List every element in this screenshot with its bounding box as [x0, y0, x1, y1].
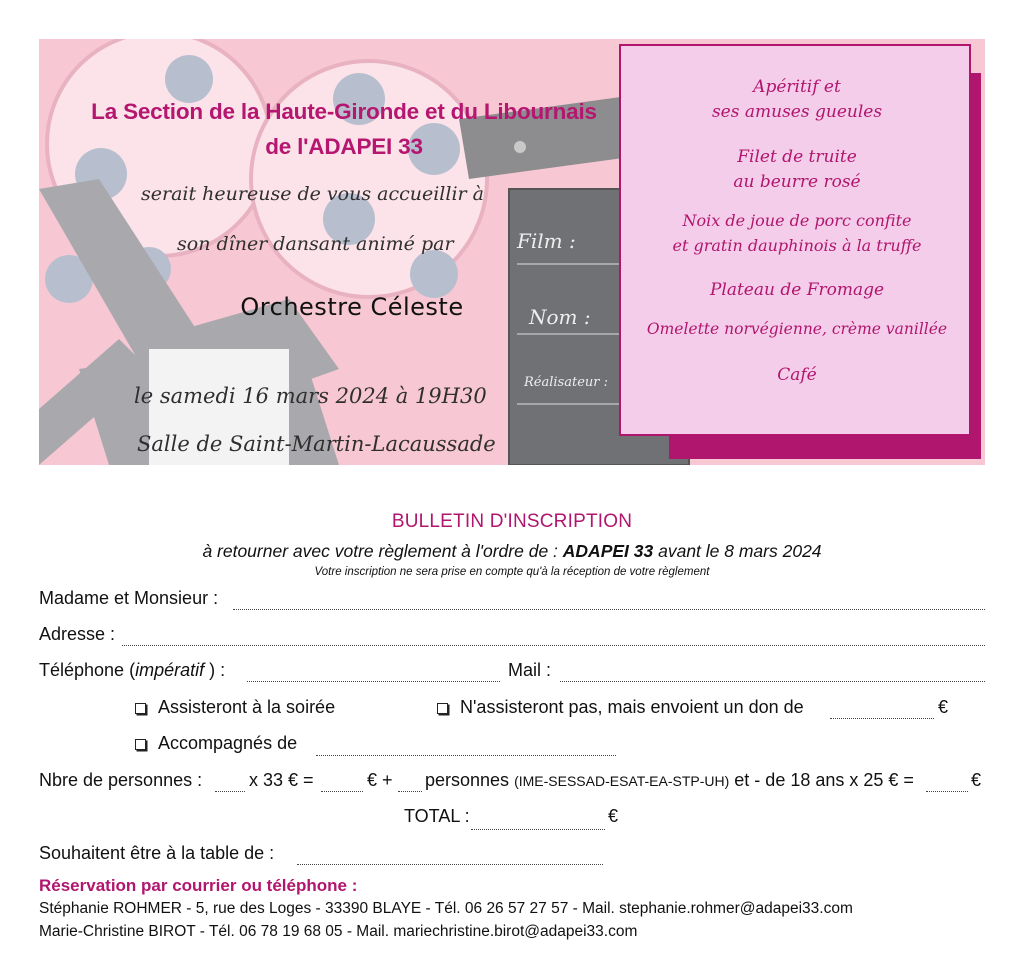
name-field[interactable]	[233, 608, 985, 610]
minor-euro: €	[971, 770, 982, 790]
menu-item-dessert: Omelette norvégienne, crème vanillée	[646, 320, 948, 338]
menu-item-pork-line2: et gratin dauphinois à la truffe	[672, 236, 922, 255]
adult-total-field[interactable]	[321, 790, 363, 792]
not-attend-checkbox[interactable]	[437, 703, 448, 714]
organizer-title-line2: de l'ADAPEI 33	[265, 134, 423, 159]
film-reel-icon	[251, 61, 487, 298]
menu-item-trout-line1: Filet de truite	[737, 147, 857, 167]
table-label: Souhaitent être à la table de :	[39, 843, 275, 863]
persons-word	[425, 770, 914, 791]
structures-label: (IME-SESSAD-ESAT-EA-STP-UH)	[514, 773, 730, 789]
accompanied-label: Accompagnés de	[158, 733, 298, 753]
attend-checkbox[interactable]	[135, 703, 146, 714]
mail-label: Mail :	[508, 660, 552, 680]
form-subtitle-suffix: avant le 8 mars 2024	[658, 541, 822, 561]
form-subtitle-prefix: à retourner avec votre règlement à l'ordre de :	[202, 541, 558, 561]
film-reel-icon	[45, 39, 271, 303]
adult-price-label: x 33 € =	[249, 770, 314, 790]
total-label: TOTAL :	[404, 806, 470, 826]
event-date: le samedi 16 mars 2024 à 19H30	[134, 384, 487, 408]
menu-item-aperitif-line1: Apéritif et	[753, 77, 841, 97]
accompanied-checkbox[interactable]	[135, 739, 146, 750]
phone-field[interactable]	[247, 680, 500, 682]
phone-label-em: impératif	[135, 660, 205, 680]
minor-total-field[interactable]	[926, 790, 968, 792]
menu-item-trout-line2: au beurre rosé	[733, 172, 861, 192]
form-subtitle	[0, 541, 1024, 562]
persons-word-text: personnes	[425, 770, 510, 790]
table-field[interactable]	[297, 863, 603, 865]
clapper-nom-label: Nom :	[529, 305, 591, 329]
total-field[interactable]	[471, 828, 605, 830]
form-note: Votre inscription ne sera prise en compte qu'à la réception de votre règlement	[314, 566, 710, 578]
attend-label: Assisteront à la soirée	[158, 697, 336, 717]
name-label: Madame et Monsieur :	[39, 588, 219, 608]
minor-label: et - de 18 ans x 25 € =	[734, 770, 914, 790]
invite-line2: son dîner dansant animé par	[177, 233, 454, 255]
contact-rohmer: Stéphanie ROHMER - 5, rue des Loges - 33390 BLAYE - Tél. 06 26 57 27 57 - Mail. stephanie.rohmer@adapei33.com	[39, 900, 853, 917]
menu-item-coffee: Café	[777, 365, 817, 385]
event-banner	[39, 39, 985, 465]
address-label: Adresse :	[39, 624, 116, 644]
donation-field[interactable]	[830, 717, 934, 719]
invite-line1: serait heureuse de vous accueillir à	[141, 183, 484, 205]
menu-card	[619, 44, 971, 436]
menu-item-aperitif-line2: ses amuses gueules	[711, 102, 883, 122]
clapper-film-label: Film :	[517, 229, 576, 253]
form-title: BULLETIN D'INSCRIPTION	[391, 511, 633, 532]
total-euro: €	[608, 806, 619, 826]
mail-field[interactable]	[560, 680, 985, 682]
clapper-real-label: Réalisateur :	[524, 375, 608, 390]
persons-label: Nbre de personnes :	[39, 770, 203, 790]
menu-item-cheese: Plateau de Fromage	[709, 280, 885, 300]
menu-item-pork-line1: Noix de joue de porc confite	[682, 211, 912, 230]
form-subtitle-org: ADAPEI 33	[562, 541, 654, 561]
accompanied-field[interactable]	[316, 754, 616, 756]
contact-birot: Marie-Christine BIROT - Tél. 06 78 19 68 05 - Mail. mariechristine.birot@adapei33.com	[39, 923, 638, 940]
donation-euro: €	[938, 697, 949, 717]
adult-count-field[interactable]	[215, 790, 245, 792]
reservation-title: Réservation par courrier ou téléphone :	[39, 876, 358, 895]
plus-label: € +	[367, 770, 393, 790]
disabled-count-field[interactable]	[398, 790, 422, 792]
phone-label-prefix: Téléphone (	[39, 660, 136, 680]
phone-label	[39, 660, 225, 681]
orchestra-name: Orchestre Céleste	[240, 293, 464, 321]
event-venue: Salle de Saint-Martin-Lacaussade	[137, 432, 496, 456]
organizer-title-line1: La Section de la Haute-Gironde et du Libournais	[91, 99, 597, 124]
address-field[interactable]	[122, 644, 985, 646]
phone-label-suffix: ) :	[204, 660, 226, 680]
not-attend-label: N'assisteront pas, mais envoient un don de	[460, 697, 804, 717]
